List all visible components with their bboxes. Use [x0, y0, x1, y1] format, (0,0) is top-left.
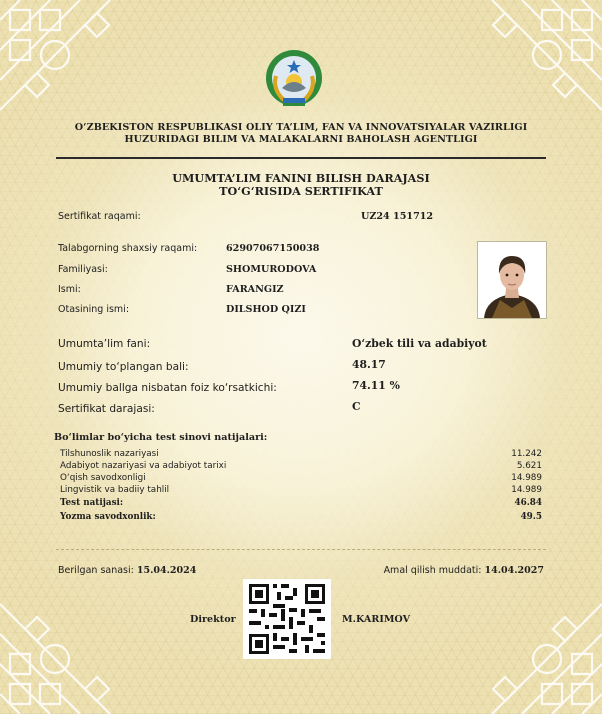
certificate-title-line-1: UMUMTA’LIM FANINI BILISH DARAJASI	[172, 171, 430, 185]
first-name-value: FARANGIZ	[226, 284, 284, 295]
total-score-label: Umumiy to‘plangan bali:	[58, 361, 189, 373]
section-score: 11.242	[511, 449, 542, 459]
qr-code[interactable]	[243, 579, 331, 659]
section-name: O‘qish savodxonligi	[60, 473, 146, 483]
certificate-title-line-2: TO‘G‘RISIDA SERTIFIKAT	[219, 184, 383, 198]
section-row	[60, 472, 542, 484]
patronymic-label: Otasining ismi:	[58, 304, 130, 315]
written-literacy-value: 49.5	[520, 512, 542, 522]
section-results-title: Bo‘limlar bo‘yicha test sinovi natijalari:	[54, 432, 268, 443]
valid-until-label: Amal qilish muddati:	[383, 565, 482, 576]
written-literacy-label: Yozma savodxonlik:	[60, 512, 156, 522]
certificate-level-value: C	[352, 400, 361, 413]
director-label: Direktor	[190, 614, 236, 625]
certificate-number-label: Sertifikat raqami:	[58, 211, 141, 222]
surname-label: Familiyasi:	[58, 264, 108, 275]
director-name: M.KARIMOV	[342, 614, 411, 625]
valid-until-value: 14.04.2027	[484, 565, 544, 576]
section-row	[60, 448, 542, 460]
ministry-line-1: O‘ZBEKISTON RESPUBLIKASI OLIY TA’LIM, FAN VA INNOVATSIYALAR VAZIRLIGI	[74, 122, 528, 133]
test-result-value: 46.84	[514, 498, 542, 508]
section-score: 14.989	[511, 485, 542, 495]
certificate-level-label: Sertifikat darajasi:	[58, 403, 155, 415]
footer-divider	[56, 549, 546, 550]
header-divider	[56, 157, 546, 159]
section-name: Tilshunoslik nazariyasi	[60, 449, 159, 459]
personal-id-value: 62907067150038	[226, 243, 320, 254]
subject-value: O‘zbek tili va adabiyot	[352, 337, 487, 350]
written-literacy-row	[60, 511, 542, 523]
surname-value: SHOMURODOVA	[226, 264, 317, 275]
section-row	[60, 460, 542, 472]
section-row	[60, 484, 542, 496]
state-emblem-icon	[263, 46, 325, 110]
qr-code-icon	[243, 579, 331, 659]
section-name: Lingvistik va badiiy tahlil	[60, 485, 170, 495]
ministry-line-2: HUZURIDAGI BILIM VA MALAKALARNI BAHOLASH AGENTLIGI	[124, 134, 478, 145]
ministry-header	[40, 122, 562, 146]
patronymic-value: DILSHOD QIZI	[226, 304, 306, 315]
corner-ornament-bottom-right	[452, 564, 602, 714]
section-score: 5.621	[516, 461, 542, 471]
section-score: 14.989	[511, 473, 542, 483]
issue-date-value: 15.04.2024	[136, 565, 197, 576]
total-score-value: 48.17	[352, 358, 386, 371]
issue-date-label: Berilgan sanasi:	[58, 565, 134, 576]
personal-id-label: Talabgorning shaxsiy raqami:	[58, 243, 198, 254]
corner-ornament-bottom-left	[0, 564, 150, 714]
percent-value: 74.11 %	[352, 379, 400, 392]
test-result-label: Test natijasi:	[60, 498, 124, 508]
applicant-photo	[477, 241, 547, 319]
section-name: Adabiyot nazariyasi va adabiyot tarixi	[60, 461, 227, 471]
certificate-number-value: UZ24 151712	[361, 211, 434, 222]
issue-date	[58, 565, 196, 576]
portrait-icon	[478, 242, 546, 318]
test-result-row	[60, 497, 542, 509]
percent-label: Umumiy ballga nisbatan foiz ko‘rsatkichi:	[58, 382, 277, 394]
certificate-title	[100, 172, 502, 198]
valid-until	[384, 565, 544, 576]
subject-label: Umumta’lim fani:	[58, 338, 151, 350]
first-name-label: Ismi:	[58, 284, 81, 295]
